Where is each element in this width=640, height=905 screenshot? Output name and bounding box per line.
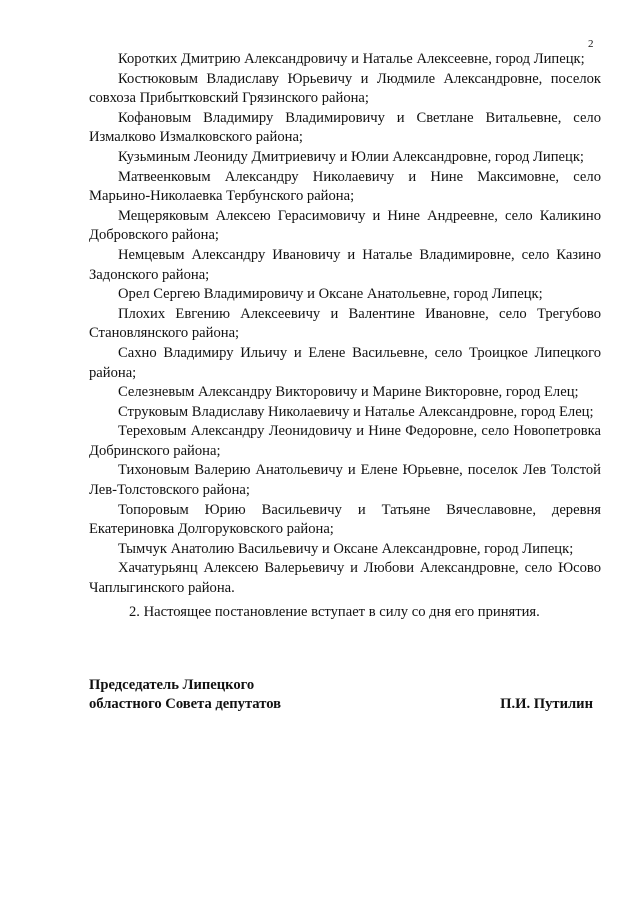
signature-block	[89, 676, 593, 714]
list-item: Плохих Евгению Алексеевичу и Валентине Ивановне, село Трегубово Становлянского района;	[89, 305, 601, 342]
signature-line	[89, 695, 593, 714]
list-item: Орел Сергею Владимировичу и Оксане Анатольевне, город Липецк;	[118, 286, 543, 303]
list-item: Селезневым Александру Викторовичу и Марине Викторовне, город Елец;	[118, 384, 579, 401]
list-item: Мещеряковым Алексею Герасимовичу и Нине Андреевне, село Каликино Добровского района;	[89, 207, 601, 244]
signatory-title-line2: областного Совета депутатов	[89, 696, 282, 712]
list-item: Тереховым Александру Леонидовичу и Нине Федоровне, село Новопетровка Добринского района;	[89, 423, 601, 459]
list-item: Тымчук Анатолию Васильевичу и Оксане Александровне, город Липецк;	[118, 540, 574, 557]
list-item: Матвеенковым Александру Николаевичу и Нине Максимовне, село Марьино-Николаевка Тербунского района;	[89, 168, 601, 205]
list-item: Топоровым Юрию Васильевичу и Татьяне Вячеславовне, деревня Екатериновка Долгоруковского района;	[89, 501, 601, 538]
list-item: Хачатурьянц Алексею Валерьевичу и Любови Александровне, село Юсово Чаплыгинского района.	[89, 560, 601, 597]
list-item: Немцевым Александру Ивановичу и Наталье Владимировне, село Казино Задонского района;	[89, 246, 601, 283]
list-item: Струковым Владиславу Николаевичу и Наталье Александровне, город Елец;	[118, 403, 594, 420]
awardee-list	[89, 50, 601, 599]
list-item: Костюковым Владиславу Юрьевичу и Людмиле Александровне, поселок совхоза Прибытковский Грязинского района;	[89, 70, 601, 107]
list-item: Сахно Владимиру Ильичу и Елене Васильевне, село Троицкое Липецкого района;	[89, 344, 601, 381]
page-number: 2	[588, 38, 594, 50]
signatory-title-line1: Председатель Липецкого	[89, 677, 255, 693]
signatory-name: П.И. Путилин	[500, 696, 593, 712]
list-item: Кофановым Владимиру Владимировичу и Светлане Витальевне, село Измалково Измалковского района;	[89, 109, 601, 146]
list-item: Коротких Дмитрию Александровичу и Наталье Алексеевне, город Липецк;	[118, 51, 585, 67]
effective-clause: 2. Настоящее постановление вступает в силу со дня его принятия.	[129, 604, 540, 620]
list-item: Тихоновым Валерию Анатольевичу и Елене Юрьевне, поселок Лев Толстой Лев-Толстовского района;	[89, 462, 601, 499]
list-item: Кузьминым Леониду Дмитриевичу и Юлии Александровне, город Липецк;	[118, 148, 584, 165]
